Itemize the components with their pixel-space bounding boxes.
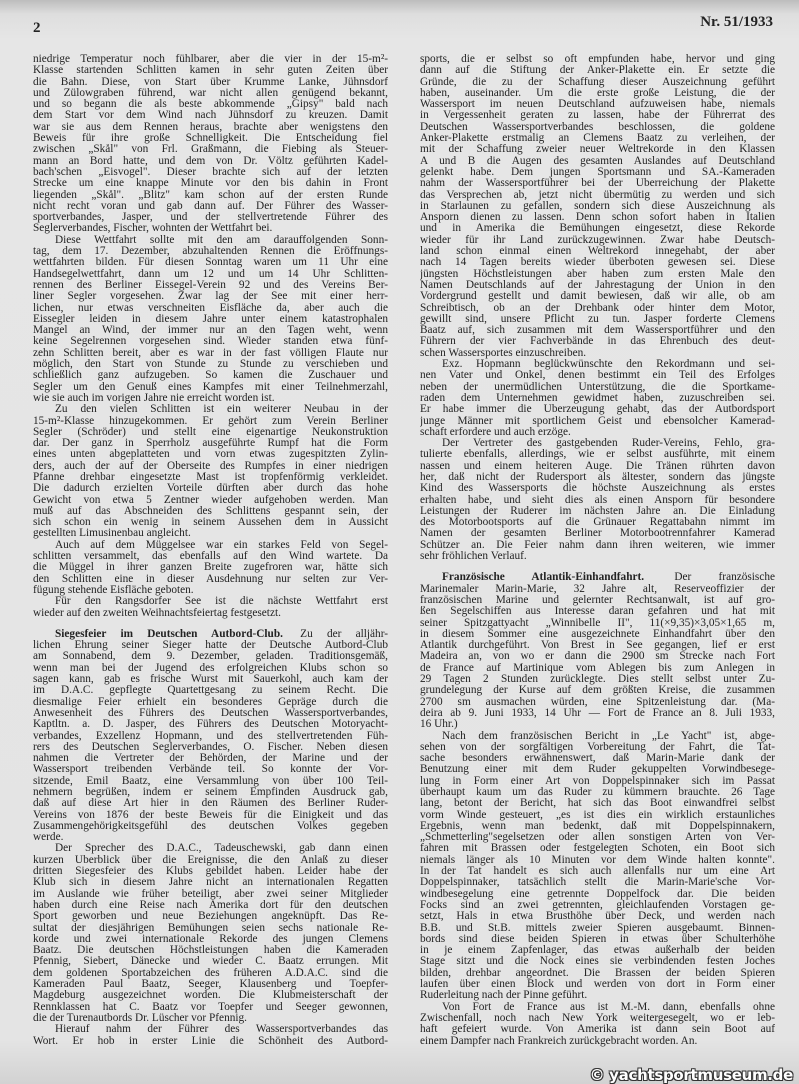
text-line: Gewicht von etwa 5 Zentner wieder aufgehoben werden. Man bbox=[33, 494, 388, 506]
watermark: © yachtsportmuseum.de bbox=[589, 1066, 793, 1084]
right-column bbox=[420, 54, 775, 1047]
text-line: A und B die Augen des gesamten Auslandes auf Deutschland bbox=[420, 155, 775, 167]
text-line: land schon einmal einen Weltrekord innegehabt, der aber bbox=[420, 246, 775, 258]
text-line: Exz. Hopmann beglückwünschte den Rekordmann und sei- bbox=[442, 359, 775, 371]
text-line: Von Fort de France aus ist M.-M. dann, ebenfalls ohne bbox=[442, 1001, 775, 1013]
text-line: sports, die er selbst so oft empfunden habe, hervor und ging bbox=[420, 54, 775, 65]
text-line: nehmern begrüßen, indem er seinem Empfinden Ausdruck gab, bbox=[33, 787, 388, 798]
text-line: den Schlitten eine in dieser Ausdehnung nur selten zur Ver- bbox=[33, 573, 388, 585]
article-paragraph bbox=[33, 54, 388, 235]
text-line: Rennklassen hat C. Baatz vor Toepfer und Seeger gewonnen, bbox=[33, 1001, 388, 1013]
text-line: haben durch eine Reise nach Amerika dort für den deutschen bbox=[33, 899, 388, 911]
text-line: französischen Marine und gelernter Rechtsanwalt, ist auf gro- bbox=[420, 594, 775, 606]
text-line: korde und zwei internationale Rekorde des jungen Clemens bbox=[33, 933, 388, 945]
text-line: liner Segler vorgesehen. Zwar lag der See mit einer herr- bbox=[33, 291, 388, 303]
text-line: raden dem Unternehmen gewidmet haben, zuzuschreiben sei. bbox=[420, 392, 775, 404]
text-line: und Zülowgraben führend, war nicht allen genügend bekannt, bbox=[33, 87, 388, 99]
article-paragraph bbox=[420, 359, 775, 438]
text-line: keine Segelrennen vorgesehen sind. Wieder standen etwa fünf- bbox=[33, 336, 388, 348]
text-line: Madeira an, von wo er dann die 2900 sm Strecke nach Fort bbox=[420, 651, 775, 663]
text-line: Klub sich in diesem Jahre nicht an internationalen Regatten bbox=[33, 877, 388, 889]
text-line: Vereins von 1876 der beste Beweis für die Einigkeit und das bbox=[33, 809, 388, 821]
text-line: Baatz auf, sich zusammen mit dem Wassersportführer und den bbox=[420, 325, 775, 337]
text-line: bords sind diese beiden Spieren in etwas über Schulterhöhe bbox=[420, 933, 775, 945]
text-line: her, daß nicht der Rudersport als ältester, sondern das jüngste bbox=[420, 471, 775, 483]
text-line: eines unten abgeplatteten und vorn etwas zugespitzten Zylin- bbox=[33, 449, 388, 461]
text-line: kurzen Überblick über die Ereignisse, die den Anlaß zu dieser bbox=[33, 854, 388, 866]
text-line: dritten Siegesfeier des Klubs gebildet haben. Leider habe der bbox=[33, 866, 388, 878]
text-line: nicht recht voran und gab dann auf. Der Führer des Wasser- bbox=[33, 200, 388, 212]
text-line: tag, dem 17. Dezember, abzuhaltenden Rennen die Eröffnungs- bbox=[33, 246, 388, 258]
section-heading: Französische Atlantik-Einhandfahrt. bbox=[442, 572, 645, 584]
text-line: die der Turenautbords Dr. Lüscher vor Pfennig. bbox=[33, 1012, 247, 1024]
text-line: in Starlaunen zu gefallen, sondern sich diese Auszeichnung als bbox=[420, 200, 775, 212]
text-line: wieder auf den zweiten Weihnachtsfeiertag festgesetzt. bbox=[33, 607, 281, 619]
text-line: Zu den vielen Schlitten ist ein weiterer Neubau in der bbox=[55, 404, 388, 416]
text-line: zwischen „Skål" von Frl. Graßmann, die Fiebing als Steuer- bbox=[33, 144, 388, 156]
article-paragraph bbox=[33, 235, 388, 404]
article-paragraph bbox=[33, 1024, 388, 1047]
text-line: lichen Ehrung seiner Sieger hatte der Deutsche Autbord-Club bbox=[33, 640, 388, 652]
text-line: Eissegler leiden in diesem Jahre unter einem katastrophalen bbox=[33, 313, 388, 325]
text-line: Nach dem französischen Bericht in „Le Yacht" ist, abge- bbox=[442, 730, 775, 742]
text-line: Vordergrund gestellt und damit bewiesen, daß wir alle, ob am bbox=[420, 291, 775, 303]
text-line: einem Dampfer nach Frankreich zurückgebracht worden. An. bbox=[420, 1035, 698, 1047]
text-line: dann auf die Stiftung der Anker-Plakette ein. Er setzte die bbox=[420, 65, 775, 77]
article-paragraph-with-heading bbox=[33, 629, 388, 844]
text-line: Die dadurch erzielten Vorteile dürften aber durch das hohe bbox=[33, 483, 388, 495]
text-line: Für den Rangsdorfer See ist die nächste Wettfahrt erst bbox=[55, 596, 388, 608]
text-line: Magdeburg ausgezeichnet worden. Die Klubmeisterschaft der bbox=[33, 990, 388, 1002]
text-line: gelenkt habe. Dem jungen Sportsmann und SA.-Kameraden bbox=[420, 166, 775, 178]
text-line: und so begann die als beste abkommende „Gipsy" bald nach bbox=[33, 99, 388, 111]
text-line: bilden, drehbar angeordnet. Die Brassen der beiden Spieren bbox=[420, 967, 775, 979]
text-line: Focks sind an zwei getrennten, gleichlaufenden Vorstagen ge- bbox=[420, 899, 775, 911]
article-paragraph bbox=[33, 404, 388, 540]
text-line: Namen der gesamten Berliner Motorbootrennfahrer Kamerad bbox=[420, 528, 775, 540]
text-line: fügung stehende Eisfläche geboten. bbox=[33, 584, 194, 596]
text-line: nahm der Wassersportführer bei der Überreichung der Plakette bbox=[420, 178, 775, 190]
text-line: sportverbandes, Jasper, und der stellvertretende Führer des bbox=[33, 212, 388, 224]
text-line: Der Sprecher des D.A.C., Tadeuschewski, gab dann einen bbox=[55, 843, 388, 855]
text-line: wieder für ihr Land zurückzugewinnen. Zwar habe Deutsch- bbox=[420, 234, 775, 246]
text-line: am Sonnabend, dem 9. Dezember, geladen. Traditionsgemäß, bbox=[33, 651, 388, 663]
text-line: neben der unermüdlichen Unterstützung, die die Sportkame- bbox=[420, 381, 775, 393]
article-paragraph bbox=[33, 843, 388, 1024]
article-paragraph bbox=[33, 540, 388, 596]
text-line: Segler um den Genuß eines Kampfes mit einer Teilnehmerzahl, bbox=[33, 381, 388, 393]
text-line: Kaptltn. a. D. Jasper, des Führers des Deutschen Motoryacht- bbox=[33, 719, 388, 731]
text-line: bach'schen „Eisvogel". Dieser brachte sich auf der letzten bbox=[33, 166, 388, 178]
text-line: rennen des Berliner Eissegel-Verein 92 und des Vereins Ber- bbox=[33, 279, 388, 291]
text-line: dem Start vor dem Wind nach Jühnsdorf zu kreuzen. Damit bbox=[33, 110, 388, 122]
text-line: haben, auseinander. Um die erste große Leistung, die der bbox=[420, 87, 775, 99]
text-line: Ergebnis, wenn man bedenkt, daß mit Doppelspinnakern, bbox=[420, 820, 775, 832]
text-line: werde. bbox=[33, 832, 64, 844]
text-line: junge Männer mit sportlichem Geist und ebensolcher Kamerad- bbox=[420, 415, 775, 427]
text-line: sich schon ein wenig in seinem Aussehen dem in Aussicht bbox=[33, 517, 388, 529]
text-line: möglich, den Start von Stunde zu Stunde zu verschieben und bbox=[33, 359, 388, 371]
text-line: liegenden „Skål". „Blitz" kam schon auf der ersten Runde bbox=[33, 189, 388, 201]
text-line: diesmalige Feier erhielt ein besonderes Gepräge durch die bbox=[33, 696, 388, 708]
text-line: niedrige Temperatur noch fühlbarer, aber die vier in der 15-m²- bbox=[33, 54, 388, 65]
text-line: Wassersport im neuen Deutschland aufzuweisen habe, niemals bbox=[420, 99, 775, 111]
page-number: 2 bbox=[33, 20, 41, 36]
text-line: Er habe immer die Überzeugung gehabt, das der Autbordsport bbox=[420, 404, 775, 416]
text-line: Strecke um eine knappe Minute vor den bis dahin in Front bbox=[33, 178, 388, 190]
article-paragraph bbox=[420, 731, 775, 1002]
text-line: lichen, nur etwas verschneiten Eisfläche da, aber auch die bbox=[33, 302, 388, 314]
text-line: muß auf das Abschneiden des Schlittens gespannt sein, der bbox=[33, 505, 388, 517]
text-line: Handsegelwettfahrt, dann um 12 und um 14 Uhr Schlitten- bbox=[33, 268, 388, 280]
text-line: ßen Segelschiffen aus Interesse daran gefahren und hat mit bbox=[420, 606, 775, 618]
text-line: grundelegung der Kurse auf dem größten Kreise, die zusammen bbox=[420, 685, 775, 697]
text-line: Ruderleitung nach der Pinne geführt. bbox=[420, 990, 588, 1002]
text-line: Namen Deutschlands auf der Jahrestagung der Union in den bbox=[420, 279, 775, 291]
text-line: tulierte ebenfalls, allerdings, wie er selbst ausführte, mit einem bbox=[420, 449, 775, 461]
text-line: Segler (Schröder) und stellt eine eigenartige Neukonstruktion bbox=[33, 426, 388, 438]
text-line: mann an Bord hatte, und dem von Dr. Völtz geführten Kadel- bbox=[33, 155, 388, 167]
text-line: in je einem Zapfenlager, das etwas außerhalb der beiden bbox=[420, 945, 775, 957]
text-line-rest: Der französische bbox=[674, 572, 775, 584]
left-column bbox=[33, 54, 388, 1047]
text-line: Marinemaler Marin-Marie, 32 Jahre alt, Reserveoffizier der bbox=[420, 583, 775, 595]
text-line: Diese Wettfahrt sollte mit den am darauffolgenden Sonn- bbox=[55, 234, 388, 246]
text-line: laufen über einen Block und werden von dort in Form einer bbox=[420, 979, 775, 991]
text-line-rest: Zu der alljähr- bbox=[300, 628, 388, 640]
article-paragraph-with-heading bbox=[420, 572, 775, 730]
text-line: in diesem Sommer eine ausgezeichnete Einhandfahrt über den bbox=[420, 628, 775, 640]
article-paragraph bbox=[420, 438, 775, 562]
text-line: deira ab 9. Juni 1933, 14 Uhr — Fort de France an 8. Juli 1933, bbox=[420, 707, 775, 719]
text-line: Anker-Plakette erstmalig an Clemens Baatz zu verleihen, der bbox=[420, 133, 775, 145]
text-line: wettfahrten bilden. Für diesen Sonntag waren um 11 Uhr eine bbox=[33, 257, 388, 269]
text-line: 29 Tagen 2 Stunden zurücklegte. Dies stellt selbst unter Zu- bbox=[420, 674, 775, 686]
text-line: lang, betont der Bericht, hat sich das Boot einwandfrei selbst bbox=[420, 798, 775, 810]
text-line: daß auf diese Art hier in den Räumen des Berliner Ruder- bbox=[33, 798, 388, 810]
text-line: Schützer an. Die Feier nahm dann ihren weiteren, wie immer bbox=[420, 539, 775, 551]
text-line: Wort. Er hob in erster Linie die Schönheit des Autbord- bbox=[33, 1035, 388, 1047]
text-line: sagen kann, gab es frische Wurst mit Sauerkohl, auch kam der bbox=[33, 674, 388, 686]
text-line: vorm Winde gesteuert, „es ist dies ein wirklich erstaunliches bbox=[420, 809, 775, 821]
text-line: Deutschen Wassersportverbandes beschlossen, die goldene bbox=[420, 121, 775, 133]
text-line: „Schmetterling"segelsetzen oder allen sonstigen Arten von Ver- bbox=[420, 832, 775, 844]
text-line: rers des Deutschen Seglerverbandes, O. Fischer. Neben diesen bbox=[33, 741, 388, 753]
text-line: Auch auf dem Müggelsee war ein starkes Feld von Segel- bbox=[55, 539, 388, 551]
text-line: und in Amerika die Bemühungen eingesetzt, diese Rekorde bbox=[420, 223, 775, 235]
text-line: haft gefeiert wurde. Von Amerika ist dann sein Boot auf bbox=[420, 1024, 775, 1036]
text-line: Atlantik durchgeführt. Von Brest in See gegangen, lief er erst bbox=[420, 640, 775, 652]
text-line: 2700 sm ausmachen würden, eine Spitzenleistung dar. (Ma- bbox=[420, 696, 775, 708]
text-line: wie sie auch im vorigen Jahre nie erreicht worden ist. bbox=[33, 392, 275, 404]
text-line: Zusammengehörigkeitsgefühl des deutschen Volkes gegeben bbox=[33, 820, 388, 832]
text-line: die Bahn. Diese, von Start über Krumme Lanke, Jühnsdorf bbox=[33, 76, 388, 88]
text-line: dar. Der ganz in Sperrholz ausgeführte Rumpf hat die Form bbox=[33, 438, 388, 450]
text-line: fahren mit Brassen oder festgelegten Schoten, ein Boot sich bbox=[420, 843, 775, 855]
text-line: erhalten habe, und sieht dies als einen Ansporn für besondere bbox=[420, 494, 775, 506]
text-line: des Motorbootsports auf die Grünauer Regattabahn nimmt im bbox=[420, 517, 775, 529]
text-line: Mangel an Wind, der immer nur an den Tagen weht, wenn bbox=[33, 325, 388, 337]
text-line: Der Vertreter des gastgebenden Ruder-Vereins, Fehlo, gra- bbox=[442, 438, 775, 450]
text-line: seiner Spitzgattyacht „Winnibelle II", 11(×9,35)×3,05×1,65 m, bbox=[420, 617, 775, 629]
text-line: Doppelspinnaker, tatsächlich stellt die Marin-Marie'sche Vor- bbox=[420, 877, 775, 889]
text-line: setzt, Hals in etwa Brusthöhe über Deck, und werden nach bbox=[420, 911, 775, 923]
text-line: Kind des Wassersports die höchste Auszeichnung als erstes bbox=[420, 483, 775, 495]
text-line: Klasse startenden Schlitten kamen in sehr guten Zeiten über bbox=[33, 65, 388, 77]
article-paragraph bbox=[33, 596, 388, 619]
text-line: windbesegelung eine getrennte Doppelfock dar. Die beiden bbox=[420, 888, 775, 900]
text-line: In der Tat handelt es sich auch allenfalls nur um eine Art bbox=[420, 866, 775, 878]
text-line: das Versprechen ab, jetzt nicht übermütig zu werden und sich bbox=[420, 189, 775, 201]
text-line: Ansporn dienen zu lassen. Denn schon sofort haben in Italien bbox=[420, 212, 775, 224]
text-line: mit der Schaffung zweier neuer Weltrekorde in den Klassen bbox=[420, 144, 775, 156]
text-line: Pfanne drehbar eingesetzte Mast ist tropfenförmig verkleidet. bbox=[33, 471, 388, 483]
article-paragraph bbox=[420, 54, 775, 359]
text-line: Wassersport treibenden Verbände teil. So konnte der Vor- bbox=[33, 764, 388, 776]
text-line: niemals länger als 10 Minuten vor dem Winde halten konnte". bbox=[420, 854, 775, 866]
text-line: im Auslande wie früher beteiligt, aber zwei seiner Mitglieder bbox=[33, 888, 388, 900]
text-line: ders, auch der auf der Oberseite des Rumpfes in einer niedrigen bbox=[33, 460, 388, 472]
text-line: dem goldenen Sportabzeichen des früheren A.D.A.C. sind die bbox=[33, 967, 388, 979]
text-line: sitzende, Emil Baatz, eine Versammlung von über 100 Teil- bbox=[33, 775, 388, 787]
text-line: Schreibtisch, ob an der Drehbank oder hinter dem Motor, bbox=[420, 302, 775, 314]
text-line: jüngsten Höchstleistungen aber haben zum ersten Male den bbox=[420, 268, 775, 280]
text-line: war sie aus dem Rennen heraus, brachte aber wenigstens den bbox=[33, 121, 388, 133]
text-line: Sport geworben und neue Beziehungen angeknüpft. Das Re- bbox=[33, 911, 388, 923]
issue-number: Nr. 51/1933 bbox=[700, 14, 773, 30]
text-line: Beweis für ihre große Schnelligkeit. Die Entscheidung fiel bbox=[33, 133, 388, 145]
text-line: überhaupt kaum um das Ruder zu kümmern brauchte. 26 Tage bbox=[420, 787, 775, 798]
text-line: Leistungen der Ruderer im nächsten Jahre an. Die Einladung bbox=[420, 505, 775, 517]
text-line: schaft erfordere und auch erzöge. bbox=[420, 426, 571, 438]
text-line: schlitten versammelt, das ebenfalls auf den Wind wartete. Da bbox=[33, 551, 388, 563]
text-line: sultat der diesjährigen Bemühungen seien sechs nationale Re- bbox=[33, 922, 388, 934]
text-line bbox=[33, 629, 388, 640]
text-line: Baatz. Die deutschen Höchstleistungen haben die Kameraden bbox=[33, 945, 388, 957]
text-line: nach 14 Tagen bereits wieder überboten gewesen sei. Diese bbox=[420, 257, 775, 269]
text-line: Seglerverbandes, Fischer, wohnten der Wettfahrt bei. bbox=[33, 223, 273, 235]
text-line: schen Wassersportes einzuschreiben. bbox=[420, 347, 587, 359]
text-line: Stage sitzt und die Nock eines sie verbindenden festen Joches bbox=[420, 956, 775, 968]
text-line: nen Vater und Onkel, denen bestimmt ein Teil des Erfolges bbox=[420, 370, 775, 382]
text-line: B.B. und St.B. mittels zweier Spieren ausgebaumt. Binnen- bbox=[420, 922, 775, 934]
text-line bbox=[420, 572, 775, 583]
section-heading: Siegesfeier im Deutschen Autbord-Club. bbox=[55, 628, 283, 640]
text-line: zehn Schlitten bereit, aber es war in der fast völligen Flaute nur bbox=[33, 347, 388, 359]
text-line: sehr fröhlichen Verlauf. bbox=[420, 551, 527, 563]
text-line: schließlich ganz aufzugeben. So kamen die Zuschauer und bbox=[33, 370, 388, 382]
text-line: in Vergessenheit geraten zu lassen, habe der Führerrat des bbox=[420, 110, 775, 122]
text-line: Gründe, die zu der Schaffung dieser Auszeichnung geführt bbox=[420, 76, 775, 88]
text-line: 15-m²-Klasse hinzugekommen. Er gehört zum Verein Berliner bbox=[33, 415, 388, 427]
text-line: Kameraden Paul Baatz, Seeger, Klausenberg und Toepfer- bbox=[33, 979, 388, 991]
article-paragraph bbox=[420, 1002, 775, 1047]
text-line: nassen und einem heiteren Auge. Die Tränen rührten davon bbox=[420, 460, 775, 472]
text-line: Führern der vier Fachverbände in das Ehrenbuch des deut- bbox=[420, 336, 775, 348]
text-line: 16 Uhr.) bbox=[420, 719, 458, 731]
text-line: sehen von der sorgfältigen Vorbereitung der Fahrt, die Tat- bbox=[420, 741, 775, 753]
text-line: gestellten Limusinenbau angleicht. bbox=[33, 528, 191, 540]
text-line: Benutzung einer mit dem Ruder gekuppelten Vorwindbesege- bbox=[420, 764, 775, 776]
text-line: Hierauf nahm der Führer des Wassersportverbandes das bbox=[55, 1024, 388, 1036]
text-line: nahmen die Vertreter der Behörden, der Marine und der bbox=[33, 753, 388, 765]
text-line: wenn man bei der Jugend des erfolgreichen Klubs schon so bbox=[33, 662, 388, 674]
text-line: sache besonders erwähnenswert, daß Marin-Marie dank der bbox=[420, 753, 775, 765]
text-line: gewillt sind, unsere Pflicht zu tun. Jasper forderte Clemens bbox=[420, 313, 775, 325]
text-line: Pfennig, Siebert, Dänecke und wieder C. Baatz errungen. Mit bbox=[33, 956, 388, 968]
text-line: im D.A.C. gepflegte Quartettgesang zu seinem Recht. Die bbox=[33, 685, 388, 697]
text-line: die Müggel in ihrer ganzen Breite zugefroren war, hätte sich bbox=[33, 562, 388, 574]
text-line: verbandes, Exzellenz Hopmann, und des stellvertretenden Füh- bbox=[33, 730, 388, 742]
text-line: Anwesenheit des Führers des Deutschen Wassersportverbandes, bbox=[33, 707, 388, 719]
text-line: de France auf Martinique vom Ablegen bis zum Anlegen in bbox=[420, 662, 775, 674]
text-line: Zwischenfall, noch nach New York weitergesegelt, wo er leb- bbox=[420, 1012, 775, 1024]
text-line: lung in Form einer Art von Doppelspinnaker sich im Passat bbox=[420, 775, 775, 787]
